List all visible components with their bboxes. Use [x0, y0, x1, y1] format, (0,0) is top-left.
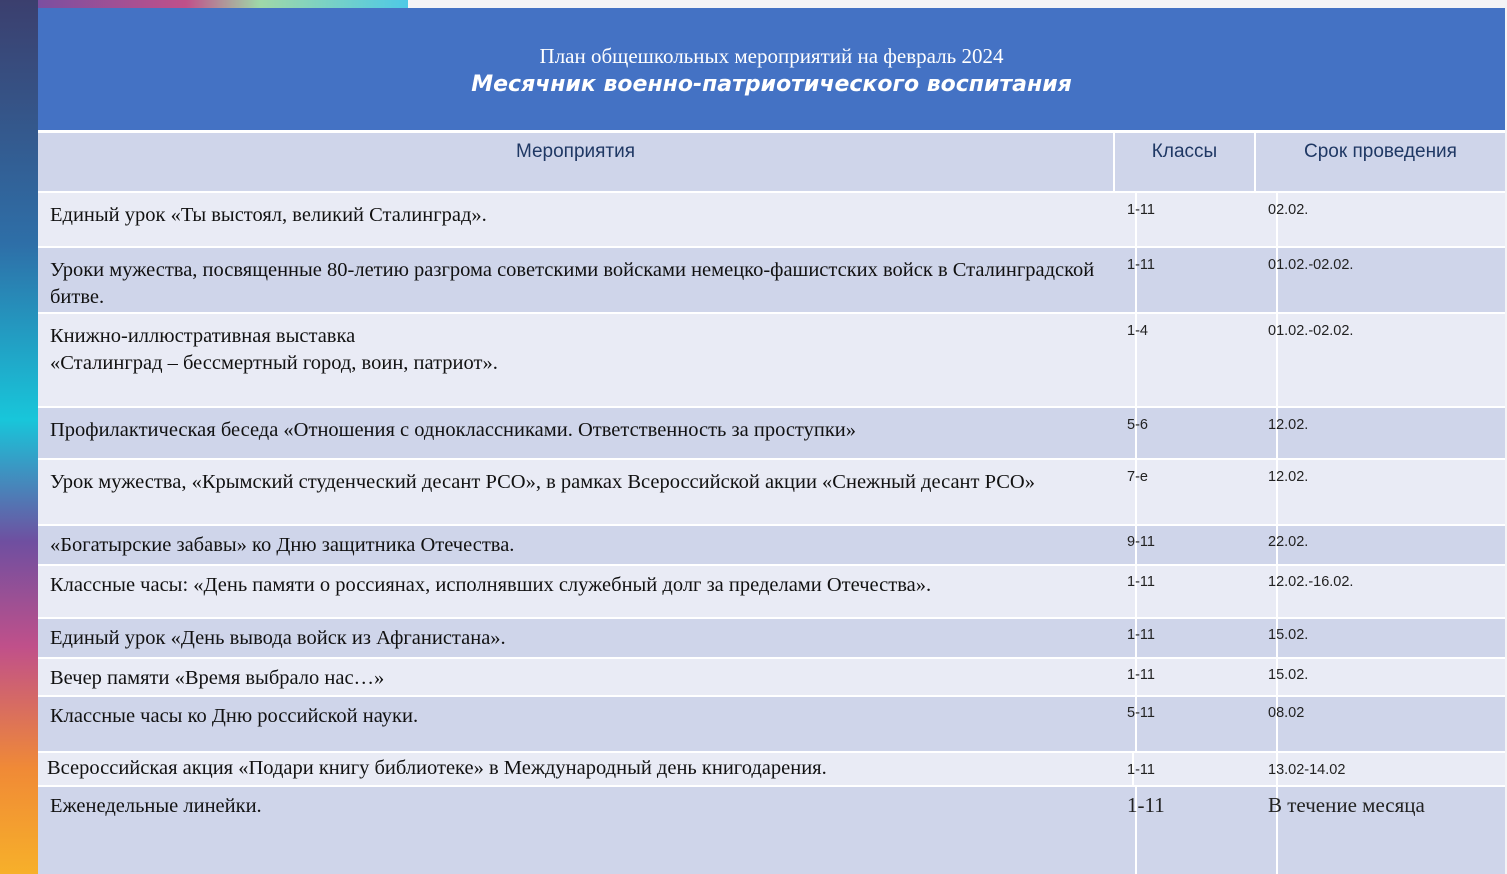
- table-row: [38, 787, 1505, 874]
- table-row: [38, 526, 1505, 566]
- date-cell: 22.02.: [1268, 534, 1309, 550]
- date-cell: 02.02.: [1268, 202, 1309, 218]
- date-cell: 12.02.: [1268, 417, 1309, 433]
- table-row: [38, 697, 1505, 753]
- event-cell: Классные часы: «День памяти о россиянах, исполнявших служебный долг за пределами Отечества».: [38, 566, 1137, 617]
- grades-cell: 5-6: [1115, 408, 1278, 458]
- table-header-row: [38, 133, 1505, 193]
- grades-cell: 1-11: [1115, 659, 1278, 695]
- slide: [38, 8, 1505, 874]
- date-cell: 01.02.-02.02.: [1268, 323, 1354, 339]
- grades-cell: 1-11: [1115, 787, 1278, 874]
- grades-cell: 1-11: [1115, 248, 1278, 312]
- grades-cell: 9-11: [1115, 526, 1278, 564]
- event-cell: Вечер памяти «Время выбрало нас…»: [38, 659, 1137, 695]
- date-cell: 12.02.: [1268, 469, 1309, 485]
- table-row: [38, 460, 1505, 526]
- page-title: План общешкольных мероприятий на февраль 2024: [539, 44, 1004, 68]
- date-cell: 08.02: [1268, 705, 1305, 721]
- event-cell: Книжно-иллюстративная выставка «Сталинград – бессмертный город, воин, патриот».: [38, 314, 1137, 406]
- table-row: [38, 619, 1505, 659]
- column-header-grades: Классы: [1115, 133, 1256, 191]
- event-cell: Единый урок «Ты выстоял, великий Сталинград».: [38, 193, 1137, 246]
- decorative-top-strip: [38, 0, 408, 8]
- grades-cell: 1-11: [1115, 619, 1278, 657]
- date-cell: 12.02.-16.02.: [1268, 574, 1354, 590]
- event-cell: Единый урок «День вывода войск из Афганистана».: [38, 619, 1137, 657]
- grades-cell: 1-11: [1115, 193, 1278, 246]
- event-cell: Классные часы ко Дню российской науки.: [38, 697, 1137, 751]
- grades-cell: 7-е: [1115, 460, 1278, 524]
- date-cell: 01.02.-02.02.: [1268, 257, 1354, 273]
- table-row: [38, 408, 1505, 460]
- date-cell: 15.02.: [1268, 667, 1309, 683]
- event-cell: Уроки мужества, посвященные 80-летию разгрома советскими войсками немецко-фашистских войск в Сталинградской битве.: [38, 248, 1137, 312]
- table-row: [38, 314, 1505, 408]
- slide-header: [38, 8, 1505, 133]
- grades-cell: 1-11: [1115, 566, 1278, 617]
- column-header-date: Срок проведения: [1304, 141, 1457, 162]
- table-row: [38, 566, 1505, 619]
- table-row: [38, 248, 1505, 314]
- date-cell: 13.02-14.02: [1268, 762, 1346, 778]
- table-row: [38, 193, 1505, 248]
- decorative-left-strip: [0, 0, 38, 874]
- grades-cell: 5-11: [1115, 697, 1278, 751]
- event-cell: Еженедельные линейки.: [38, 787, 1137, 874]
- column-header-events: Мероприятия: [38, 133, 1115, 191]
- grades-cell: 1-11: [1115, 753, 1278, 785]
- page-subtitle: Месячник военно-патриотического воспитания: [471, 72, 1072, 97]
- event-cell: Урок мужества, «Крымский студенческий десант РСО», в рамках Всероссийской акции «Снежный десант РСО»: [38, 460, 1137, 524]
- table-row: [38, 659, 1505, 697]
- date-cell: 15.02.: [1268, 627, 1309, 643]
- date-cell: В течение месяца: [1268, 793, 1425, 817]
- table-row: [38, 753, 1505, 787]
- event-cell: «Богатырские забавы» ко Дню защитника Отечества.: [38, 526, 1137, 564]
- event-cell: Профилактическая беседа «Отношения с одноклассниками. Ответственность за проступки»: [38, 408, 1137, 458]
- event-cell: Всероссийская акция «Подари книгу библиотеке» в Международный день книгодарения.: [38, 753, 1134, 785]
- grades-cell: 1-4: [1115, 314, 1278, 406]
